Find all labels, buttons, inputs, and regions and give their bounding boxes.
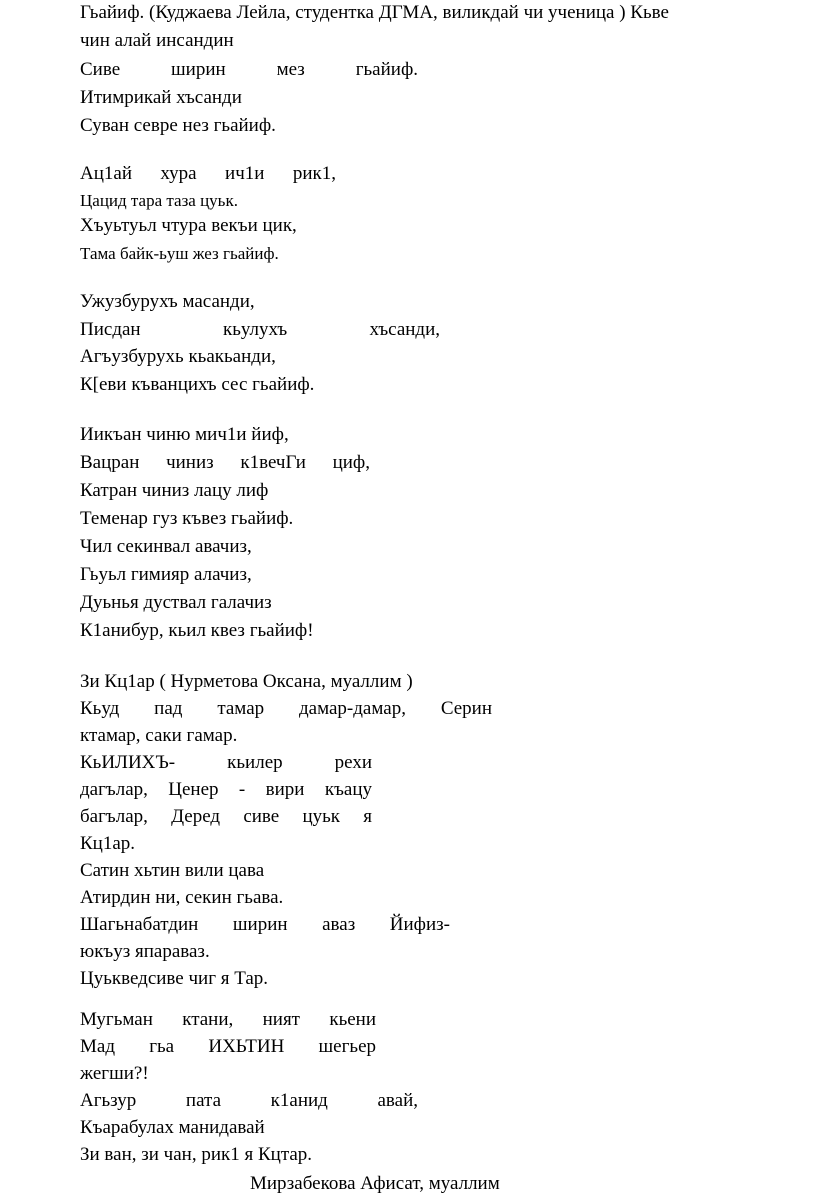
poem-line: Шагьнабатдин ширин аваз Йифиз- — [80, 914, 450, 935]
poem-line: Ужузбурухъ масанди, — [80, 291, 255, 312]
poem-line: Къарабулах манидавай — [80, 1117, 265, 1138]
poem-line: Мад гьа ИХЬТИН шегьер — [80, 1036, 376, 1057]
poem-line: Мугьман ктани, ният кьени — [80, 1009, 376, 1030]
poem-line: Зи ван, зи чан, рик1 я Кцтар. — [80, 1144, 313, 1165]
poem-line: жегши?! — [80, 1063, 149, 1084]
poem-line: Цацид тара таза цуьк. — [80, 191, 238, 210]
poem-line: Дуьнья дуствал галачиз — [80, 592, 272, 613]
poem-line: Сатин хьтин вили цава — [80, 860, 265, 881]
poem-line: Теменар гуз къвез гьайиф. — [80, 508, 294, 529]
poem-line: багълар, Деред сиве цуьк я — [80, 806, 372, 827]
poem-line: Итимрикай хъсанди — [80, 87, 242, 108]
poem-line: Кц1ар. — [80, 833, 136, 854]
poem-line: ктамар, саки гамар. — [80, 725, 238, 746]
poem-line: Агьзур пата к1анид авай, — [80, 1090, 418, 1111]
poem-line: Катран чиниз лацу лиф — [80, 480, 269, 501]
poem1-subtitle-line: чин алай инсандин — [80, 30, 234, 51]
poem-line: Писдан кьулухъ хъсанди, — [80, 319, 440, 340]
poem-line: Агъузбурухь кьакьанди, — [80, 346, 276, 367]
poem-line: Сиве ширин мез гьайиф. — [80, 59, 418, 80]
poem-line: Вацран чиниз к1вечГи циф, — [80, 452, 370, 473]
poem-line: юкъуз япараваз. — [80, 941, 210, 962]
poem-line: Иикъан чиню мич1и йиф, — [80, 424, 289, 445]
poem-line: Кьуд пад тамар дамар-дамар, Серин — [80, 698, 492, 719]
signature: Мирзабекова Афисат, муаллим — [250, 1173, 500, 1194]
poem-line: Тама байк-ьуш жез гьайиф. — [80, 244, 279, 263]
poem-line: Атирдин ни, секин гьава. — [80, 887, 284, 908]
poem-line: К[еви къванцихъ сес гьайиф. — [80, 374, 315, 395]
poem-line: Хъуьтуьл чтура векъи цик, — [80, 215, 297, 236]
poem-line: Цуькведсиве чиг я Тар. — [80, 968, 269, 989]
poem-line: Суван севре нез гьайиф. — [80, 115, 276, 136]
poem-line: Ац1ай хура ич1и рик1, — [80, 163, 336, 184]
poem-line: Чил секинвал авачиз, — [80, 536, 252, 557]
poem2-header: Зи Кц1ар ( Нурметова Оксана, муаллим ) — [80, 671, 413, 692]
poem-line: КьИЛИХЪ- кьилер рехи — [80, 752, 372, 773]
poem1-title-line: Гьайиф. (Куджаева Лейла, студентка ДГМА, виликдай чи ученица ) Кьве — [80, 2, 669, 23]
poem-line: дагълар, Ценер - вири къацу — [80, 779, 372, 800]
poem-line: К1анибур, кьил квез гьайиф! — [80, 620, 314, 641]
poem-line: Гьуьл гимияр алачиз, — [80, 564, 252, 585]
